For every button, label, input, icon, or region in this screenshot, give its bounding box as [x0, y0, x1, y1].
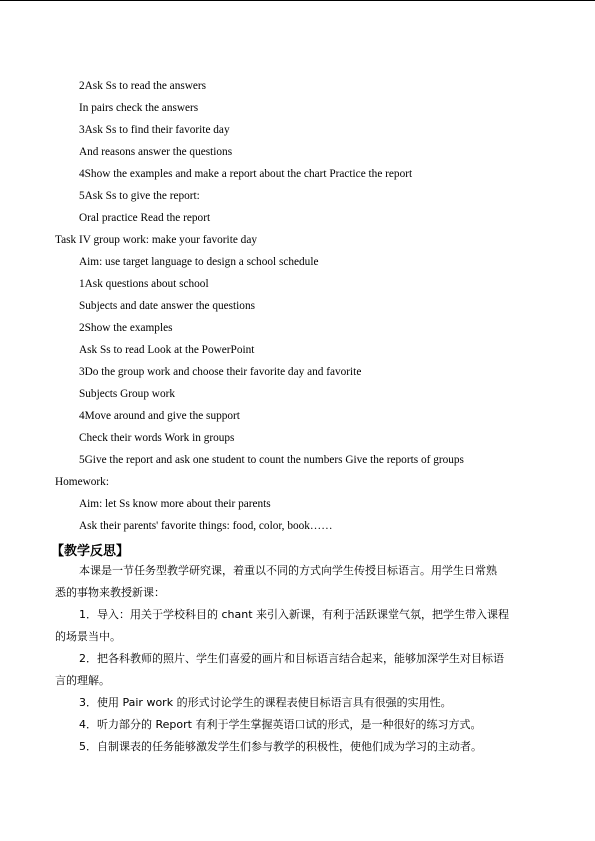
reflection-point-4 — [55, 714, 545, 736]
text-line: 3Do the group work and choose their favorite day and favorite — [79, 366, 362, 378]
paragraph-line: 的场景当中。 — [55, 630, 121, 643]
text-line: 2Show the examples — [79, 322, 173, 334]
reflection-intro — [55, 560, 545, 604]
paragraph-line: 悉的事物来教授新课： — [55, 586, 165, 599]
reflection-heading: 【教学反思】 — [51, 544, 130, 559]
text-line: Subjects Group work — [79, 388, 176, 400]
reflection-point-1 — [55, 604, 545, 648]
paragraph-line: 5．自制课表的任务能够激发学生们参与教学的积极性，使他们成为学习的主动者。 — [79, 740, 482, 753]
text-line: Ask Ss to read Look at the PowerPoint — [79, 344, 255, 356]
text-line: 2Ask Ss to read the answers — [79, 80, 207, 92]
text-line: 5Give the report and ask one student to count the numbers Give the reports of groups — [79, 454, 464, 466]
text-line: 1Ask questions about school — [79, 278, 209, 290]
text-line: Oral practice Read the report — [79, 212, 211, 224]
text-line: 5Ask Ss to give the report: — [79, 190, 200, 202]
text-line: 4Move around and give the support — [79, 410, 240, 422]
text-line: And reasons answer the questions — [79, 146, 233, 158]
text-line: Aim: use target language to design a school schedule — [79, 256, 319, 268]
reflection-point-5 — [55, 736, 545, 758]
text-line: Ask their parents' favorite things: food, color, book…… — [79, 520, 333, 532]
text-line: Check their words Work in groups — [79, 432, 235, 444]
section-heading: Task IV group work: make your favorite day — [55, 234, 257, 246]
text-line: Aim: let Ss know more about their parents — [79, 498, 271, 510]
paragraph-line: 本课是一节任务型教学研究课，着重以不同的方式向学生传授目标语言。用学生日常熟 — [79, 564, 497, 577]
reflection-point-2 — [55, 648, 545, 692]
text-line: 4Show the examples and make a report about the chart Practice the report — [79, 168, 413, 180]
homework-heading: Homework: — [55, 476, 109, 488]
paragraph-line: 言的理解。 — [55, 674, 110, 687]
paragraph-line: 1．导入：用关于学校科目的 chant 来引入新课，有利于活跃课堂气氛，把学生带入课程 — [79, 608, 510, 621]
reflection-point-3 — [55, 692, 545, 714]
paragraph-line: 2．把各科教师的照片、学生们喜爱的画片和目标语言结合起来，能够加深学生对目标语 — [79, 652, 504, 665]
paragraph-line: 3．使用 Pair work 的形式讨论学生的课程表使目标语言具有很强的实用性。 — [79, 696, 452, 709]
text-line: Subjects and date answer the questions — [79, 300, 256, 312]
text-line: In pairs check the answers — [79, 102, 199, 114]
top-rule — [0, 0, 595, 1]
text-line: 3Ask Ss to find their favorite day — [79, 124, 230, 136]
paragraph-line: 4．听力部分的 Report 有利于学生掌握英语口试的形式，是一种很好的练习方式。 — [79, 718, 482, 731]
